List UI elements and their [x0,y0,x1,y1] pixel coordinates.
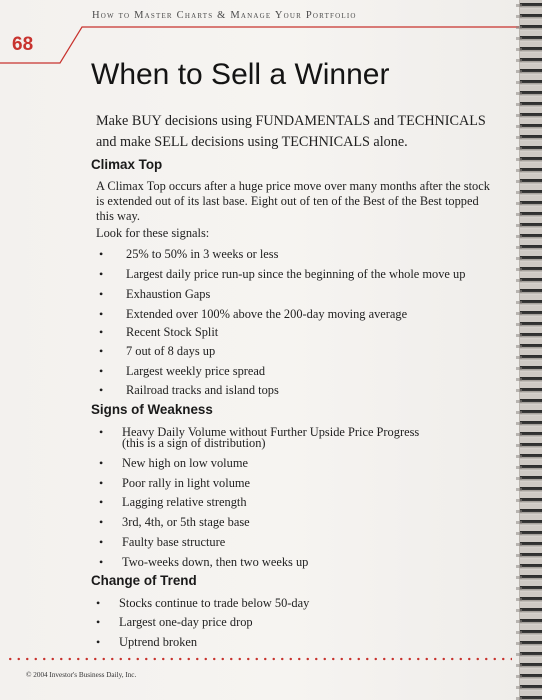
section-heading-change-of-trend: Change of Trend [91,573,197,588]
bullet-icon: • [99,535,104,549]
bullet-icon: • [99,307,104,321]
bullet-icon: • [99,344,104,358]
bullet-icon: • [99,325,104,339]
section-heading-climax-top: Climax Top [91,157,163,172]
bullet-icon: • [99,364,104,378]
bullet-icon: • [99,515,104,529]
spiral-binding [519,0,542,700]
bullet-icon: • [99,495,104,509]
page-title: When to Sell a Winner [91,58,390,91]
bullet-icon: • [99,383,104,397]
copyright-notice: © 2004 Investor's Business Daily, Inc. [26,671,137,679]
bullet-icon: • [99,267,104,281]
page-number: 68 [12,34,34,55]
binding-holes [516,0,522,700]
footer-dotted-rule [6,656,512,662]
bullet-icon: • [96,635,101,649]
bullet-icon: • [96,596,101,610]
bullet-icon: • [96,615,101,629]
climax-top-paragraph: A Climax Top occurs after a huge price move over many months after the stock is extended out of its last base. Eight out of ten of the Best of the Best topped this way. [96,179,490,223]
bullet-icon: • [99,247,104,261]
bullet-icon: • [99,456,104,470]
bullet-icon: • [99,425,104,439]
bullet-icon: • [99,555,104,569]
bullet-icon: • [99,287,104,301]
book-page: How to Master Charts & Manage Your Portfolio 68 When to Sell a Winner Make BUY decisions using FUNDAMENTALS and TECHNICALS and make SELL decisions using TECHNICALS alone. Climax Top A Climax Top occurs after a huge price move over many months after the stock is extended out of its last base. Eight out of ten of the Best of the Best topped this way. Look for these signals: • 25% to 50% in 3 weeks or less • Largest daily price run-up since the beginning of the whole move up • Exhaustion Gaps • Extended over 100% above the 200-day moving average • Recent Stock Split • 7 out of 8 days up • Largest weekly price spread • Railroad tracks and island tops Signs of Weakness • Heavy Daily Volume without Further Upside Price Progress (this is a sign of distribution) • New high on low volume • Poor rally in light volume • Lagging relative strength • 3rd, 4th, or 5th stage base • Faulty base structure • Two-weeks down, then two weeks up Change of Trend • Stocks continue to trade below 50-day • Largest one-day price drop • Uptrend broken © 2004 Investor's Business Daily, Inc. [0,0,520,700]
bullet-icon: • [99,476,104,490]
signals-lead-text: Look for these signals: [96,226,210,240]
section-heading-signs-of-weakness: Signs of Weakness [91,402,213,417]
running-title: How to Master Charts & Manage Your Portfolio [92,10,357,21]
intro-paragraph: Make BUY decisions using FUNDAMENTALS and TECHNICALS and make SELL decisions using TECHNICALS alone. [96,113,486,150]
